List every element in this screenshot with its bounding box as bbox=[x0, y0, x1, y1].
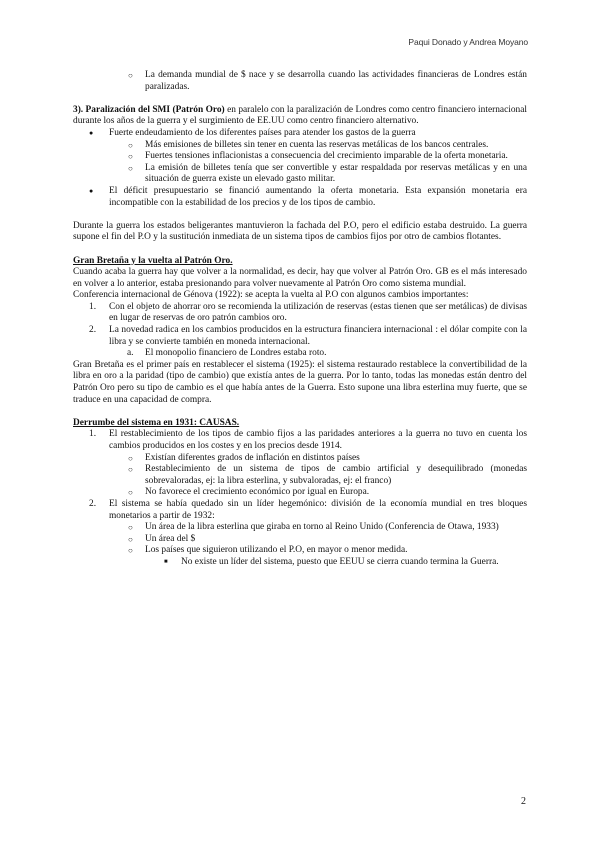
list-number: 2. bbox=[89, 498, 97, 509]
list-number: 1. bbox=[89, 301, 97, 312]
list-item: ● El déficit presupuestario se financió aumentando la oferta monetaria. Esta expansión monetaria era incompatible con la estabilidad de los precios y de los tipos de cambio. bbox=[89, 185, 527, 208]
list-number: 1. bbox=[89, 429, 97, 440]
paragraph: Gran Bretaña es el primer país en restablecer el sistema (1925): el sistema restaurado restablece la convertibilidad de la libra en oro a la paridad (tipo de cambio) que existía antes de la guerra. Por lo tanto, todas las monedas están dentro del Patrón Oro pero su tipo de cambio es el que había antes de la Guerra. Esto supone una libra esterlina muy fuerte, que se traduce en una capacidad de compra. bbox=[73, 359, 527, 405]
circle-bullet-icon: ○ bbox=[128, 546, 133, 556]
list-item: ○ Un área del $ bbox=[128, 533, 196, 544]
list-item: ○ Existían diferentes grados de inflación en distintos países bbox=[128, 452, 360, 463]
list-item: ○ La demanda mundial de $ nace y se desarrolla cuando las actividades financieras de Londres están paralizadas. bbox=[128, 70, 527, 92]
section3-heading: 3). Paralización del SMI (Patrón Oro) en paralelo con la paralización de Londres como centro financiero internacional durante los años de la guerra y el surgimiento de EE.UU como centro financiero alternativo. bbox=[73, 104, 527, 127]
page-content bbox=[73, 70, 527, 569]
circle-bullet-icon: ○ bbox=[128, 163, 133, 173]
list-item: ○ Más emisiones de billetes sin tener en cuenta las reservas metálicas de los bancos centrales. bbox=[128, 139, 489, 150]
list-item: ○ Un área de la libra esterlina que giraba en torno al Reino Unido (Conferencia de Otawa, 1933) bbox=[128, 522, 499, 533]
section-heading-derrumbe: Derrumbe del sistema en 1931: CAUSAS. bbox=[73, 417, 240, 428]
list-item: 2. La novedad radica en los cambios producidos en la estructura financiera internacional : el dólar compite con la libra y se convierte también en moneda internacional. bbox=[89, 325, 527, 347]
list-item: 2. El sistema se había quedado sin un líder hegemónico: división de la economía mundial en tres bloques monetarios a partir de 1932: bbox=[89, 498, 527, 521]
list-item: ○ No favorece el crecimiento económico por igual en Europa. bbox=[128, 487, 370, 498]
list-item: ● Fuerte endeudamiento de los diferentes países para atender los gastos de la guerra bbox=[89, 127, 416, 138]
circle-bullet-icon: ○ bbox=[128, 71, 133, 80]
list-item: ■ No existe un líder del sistema, puesto que EEUU se cierra cuando termina la Guerra. bbox=[164, 556, 499, 567]
bullet-icon: ● bbox=[89, 128, 94, 137]
circle-bullet-icon: ○ bbox=[128, 534, 133, 544]
paragraph-guerra: Durante la guerra los estados beligerantes mantuvieron la fachada del P.O, pero el edificio estaba destruido. La guerra supone el fin del P.O y la sustitución inmediata de un sistema tipos de cambios fijos por otro de cambios flotantes. bbox=[73, 220, 527, 243]
paragraph: Cuando acaba la guerra hay que volver a la normalidad, es decir, hay que volver al Patrón Oro. GB es el más interesado en volver a lo anterior, estaba presionando para volver nuevamente al Patrón Oro como sistema mundial. bbox=[73, 267, 527, 289]
circle-bullet-icon: ○ bbox=[128, 453, 133, 463]
paragraph: Conferencia internacional de Génova (1922): se acepta la vuelta al P.O con algunos cambios importantes: bbox=[73, 290, 469, 301]
list-item: ○ La emisión de billetes tenía que ser convertible y estar respaldada por reservas metálicas y en una situación de guerra existe un elevado gasto militar. bbox=[128, 162, 527, 185]
circle-bullet-icon: ○ bbox=[128, 465, 133, 475]
section3-title: 3). Paralización del SMI (Patrón Oro) bbox=[73, 104, 225, 115]
circle-bullet-icon: ○ bbox=[128, 523, 133, 533]
list-item: 1. Con el objeto de ahorrar oro se recomienda la utilización de reservas (estas tienen que ser metálicas) de divisas en lugar de reservas de oro patrón cambios oro. bbox=[89, 301, 527, 324]
bullet-icon: ● bbox=[89, 186, 94, 195]
list-number: 2. bbox=[89, 325, 97, 336]
header-authors: Paqui Donado y Andrea Moyano bbox=[408, 37, 528, 47]
circle-bullet-icon: ○ bbox=[128, 488, 133, 498]
list-item: a. El monopolio financiero de Londres estaba roto. bbox=[127, 348, 327, 359]
list-item: ○ Los países que siguieron utilizando el P.O, en mayor o menor medida. bbox=[128, 545, 408, 556]
section-heading-gb: Gran Bretaña y la vuelta al Patrón Oro. bbox=[73, 255, 233, 266]
circle-bullet-icon: ○ bbox=[128, 140, 133, 150]
circle-bullet-icon: ○ bbox=[128, 152, 133, 162]
list-item: 1. El restablecimiento de los tipos de cambio fijos a las paridades anteriores a la guerra no tuvo en cuenta los cambios producidos en los costes y en los precios desde 1914. bbox=[89, 429, 527, 451]
list-item: ○ Fuertes tensiones inflacionistas a consecuencia del crecimiento imparable de la oferta monetaria. bbox=[128, 151, 508, 162]
square-bullet-icon: ■ bbox=[164, 558, 168, 565]
list-letter: a. bbox=[127, 348, 134, 359]
list-item: ○ Restablecimiento de un sistema de tipos de cambio artificial y desequilibrado (monedas sobrevaloradas, ej: la libra esterlina, y subvaloradas, ej: el franco) bbox=[128, 464, 527, 486]
page-number: 2 bbox=[521, 796, 526, 807]
